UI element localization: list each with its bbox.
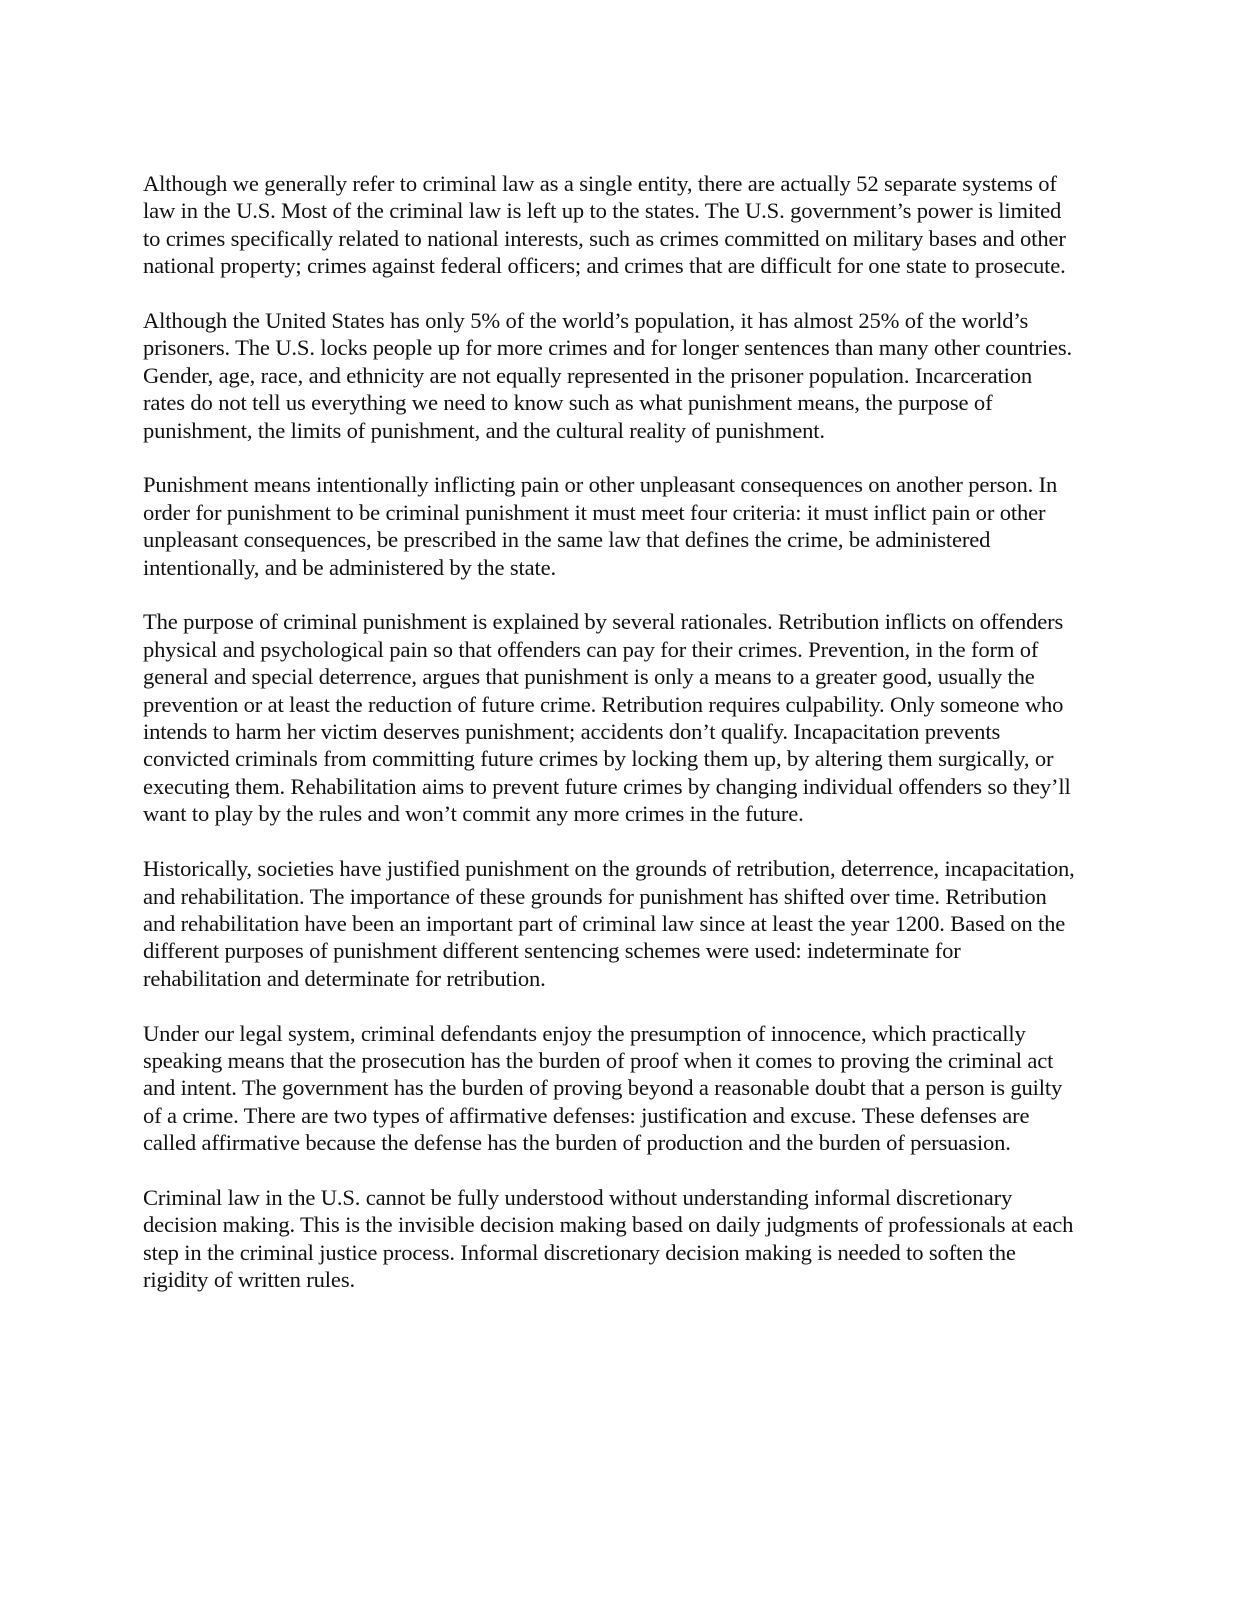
paragraph-punishment-purpose: The purpose of criminal punishment is explained by several rationales. Retribution inflicts on offenders physical and psychological pain so that offenders can pay for their crimes. Prevention, in the form of general and special deterrence, argues that punishment is only a means to a greater good, usually the prevention or at least the reduction of future crime. Retribution requires culpability. Only someone who intends to harm her victim deserves punishment; accidents don’t qualify. Incapacitation prevents convicted criminals from committing future crimes by locking them up, by altering them surgically, or executing them. Rehabilitation aims to prevent future crimes by changing individual offenders so they’ll want to play by the rules and won’t commit any more crimes in the future. xyxy=(143,609,1071,827)
paragraph-discretionary-decision-making: Criminal law in the U.S. cannot be fully understood without understanding informal discretionary decision making. This is the invisible decision making based on daily judgments of professionals at each step in the criminal justice process. Informal discretionary decision making is needed to soften the rigidity of written rules. xyxy=(143,1184,1074,1293)
paragraph-punishment-definition: Punishment means intentionally inflicting pain or other unpleasant consequences on another person. In order for punishment to be criminal punishment it must meet four criteria: it must inflict pain or other unpleasant consequences, be prescribed in the same law that defines the crime, be administered intentionally, and be administered by the state. xyxy=(143,472,1058,580)
paragraph-incarceration-rates: Although the United States has only 5% of the world’s population, it has almost 25% of the world’s prisoners. The U.S. locks people up for more crimes and for longer sentences than many other countries. Gender, age, race, and ethnicity are not equally represented in the prisoner population. Incarceration rates do not tell us everything we need to know such as what punishment means, the purpose of punishment, the limits of punishment, and the cultural reality of punishment. xyxy=(143,308,1073,443)
paragraph-criminal-law-systems: Although we generally refer to criminal law as a single entity, there are actually 52 separate systems of law in the U.S. Most of the criminal law is left up to the states. The U.S. government’s power is limited to crimes specifically related to national interests, such as crimes committed on military bases and other national property; crimes against federal officers; and crimes that are difficult for one state to prosecute. xyxy=(143,171,1066,279)
paragraph-presumption-of-innocence: Under our legal system, criminal defendants enjoy the presumption of innocence, which practically speaking means that the prosecution has the burden of proof when it comes to proving the criminal act and intent. The government has the burden of proving beyond a reasonable doubt that a person is guilty of a crime. There are two types of affirmative defenses: justification and excuse. These defenses are called affirmative because the defense has the burden of production and the burden of persuasion. xyxy=(143,1020,1063,1156)
paragraph-historical-justification: Historically, societies have justified punishment on the grounds of retribution, deterrence, incapacitation, and rehabilitation. The importance of these grounds for punishment has shifted over time. Retribution and rehabilitation have been an important part of criminal law since at least the year 1200. Based on the different purposes of punishment different sentencing schemes were used: indeterminate for rehabilitation and determinate for retribution. xyxy=(143,856,1075,991)
document-body xyxy=(143,170,1078,1294)
